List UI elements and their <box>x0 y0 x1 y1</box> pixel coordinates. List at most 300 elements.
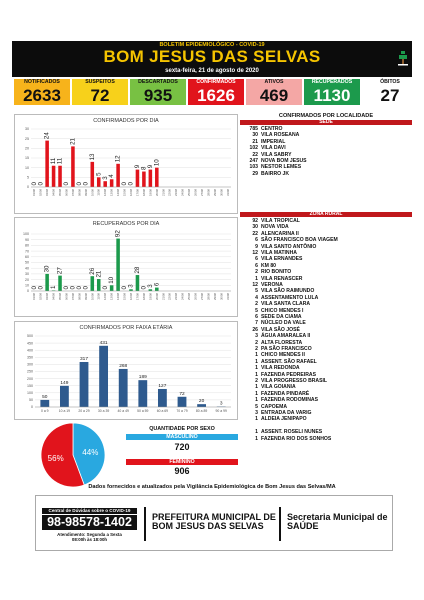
y-tick-label: 150 <box>27 383 33 388</box>
locality-name: NÚCLEO DA VALE <box>261 320 306 327</box>
data-label: 27 <box>56 267 64 275</box>
bar <box>91 276 95 291</box>
bar <box>80 362 89 407</box>
prefeitura-line1: PREFEITURA MUNICIPAL DE <box>152 512 276 522</box>
data-label: 4 <box>108 174 116 178</box>
sede-label: SEDE <box>240 120 412 125</box>
x-tick-label: 20/08 <box>154 293 159 300</box>
feminino-value: 906 <box>174 466 190 476</box>
stat-label: SUSPEITOS <box>85 79 115 85</box>
stat-value: 2633 <box>23 86 61 105</box>
x-tick-label: 28/08 <box>206 189 211 196</box>
data-label: 30 <box>43 265 51 273</box>
feminino-label: FEMININO <box>126 459 238 465</box>
phone-number[interactable]: 98-98578-1402 <box>42 515 137 530</box>
stat-box <box>130 79 186 105</box>
x-tick-label: 04/08 <box>51 293 56 300</box>
y-tick-label: 50 <box>29 398 33 403</box>
data-label: 21 <box>69 138 77 145</box>
data-label: 3 <box>146 284 154 288</box>
masculino-value: 720 <box>174 442 190 452</box>
data-label: 0 <box>30 182 38 186</box>
x-tick-label: 11/08 <box>96 189 101 196</box>
x-tick-label: 19/08 <box>148 293 153 300</box>
x-tick-label: 0 a 9 <box>41 409 49 413</box>
locality-name: VILA SANTA CLARA <box>261 301 311 308</box>
locality-name: VERONA <box>261 282 283 288</box>
chart-title: RECUPERADOS POR DIA <box>92 221 160 227</box>
locality-count: 92 <box>252 218 258 224</box>
y-tick-label: 40 <box>25 266 29 271</box>
bar <box>99 346 108 407</box>
locality-name: FAZENDA PEDREIRAS <box>261 371 316 378</box>
y-tick-label: 20 <box>25 146 29 151</box>
municipal-logo-icon <box>398 50 408 66</box>
x-tick-label: 06/08 <box>64 189 69 196</box>
locality-count: 21 <box>252 138 258 145</box>
locality-name: FAZENDA RODOMINAS <box>261 397 318 404</box>
x-tick-label: 17/08 <box>135 293 140 300</box>
bar <box>138 380 147 407</box>
bar <box>178 397 187 407</box>
bar <box>142 172 146 187</box>
data-label: 9 <box>146 164 154 169</box>
locality-count: 5 <box>255 307 258 314</box>
x-tick-label: 18/08 <box>141 189 146 196</box>
data-label: 0 <box>82 286 90 290</box>
x-tick-label: 23/08 <box>174 293 179 300</box>
x-tick-label: 27/08 <box>199 293 204 300</box>
locality-count: 1 <box>255 384 258 391</box>
data-label: 8 <box>140 166 148 171</box>
divider <box>279 507 281 541</box>
locality-name: NOVA BOM JESUS <box>261 158 307 164</box>
x-tick-label: 21/08 <box>161 189 166 196</box>
locality-name: VILA SÃO RAIMUNDO <box>261 288 315 295</box>
data-label: 0 <box>140 286 148 290</box>
stat-value: 469 <box>259 86 289 105</box>
data-label: 3 <box>101 176 109 180</box>
data-label: 149 <box>60 380 69 386</box>
locality-count: 1 <box>255 397 258 404</box>
chart-recuperados-dia <box>15 218 237 316</box>
data-label: 0 <box>30 286 38 290</box>
x-tick-label: 80 a 89 <box>195 409 208 413</box>
locality-name: FAZENDA PINDARÉ <box>261 390 310 397</box>
chart-confirmados-dia-panel <box>14 114 238 214</box>
data-label: 0 <box>101 286 109 290</box>
x-tick-label: 29/08 <box>212 293 217 300</box>
x-tick-label: 07/08 <box>70 293 75 300</box>
locality-count: 30 <box>252 132 258 139</box>
x-tick-label: 29/08 <box>212 189 217 196</box>
bar <box>110 285 114 291</box>
y-tick-label: 30 <box>25 127 29 132</box>
y-tick-label: 60 <box>25 255 29 259</box>
x-tick-label: 11/08 <box>96 293 101 300</box>
x-tick-label: 25/08 <box>187 293 192 300</box>
rural-label: ZONA RURAL <box>240 212 412 217</box>
locality-name: KM 80 <box>261 262 277 269</box>
locality-count: 4 <box>255 294 258 301</box>
stat-value: 935 <box>143 86 173 105</box>
y-tick-label: 100 <box>27 391 33 395</box>
stat-box <box>188 79 244 105</box>
locality-name: NOVA VIDA <box>261 224 289 231</box>
bar <box>40 400 49 407</box>
locality-name: CAPOEMA <box>261 403 288 410</box>
locality-count: 5 <box>255 403 258 410</box>
chart-sexo-pie <box>38 420 108 490</box>
data-label: 0 <box>75 182 83 186</box>
locality-name: VILA ERNANDES <box>261 256 303 263</box>
stat-label: ÓBITOS <box>380 79 400 85</box>
bar <box>136 170 140 187</box>
bar <box>97 279 101 291</box>
data-label: 3 <box>127 284 135 288</box>
locality-name: VILA PROGRESSO BRASIL <box>261 378 328 384</box>
data-label: 317 <box>79 356 89 362</box>
bar <box>119 369 128 407</box>
locality-name: IMPERIAL <box>261 138 286 145</box>
locality-name: FAZENDA RIO DOS SONHOS <box>261 435 332 442</box>
locality-count: 6 <box>255 237 258 244</box>
y-tick-label: 10 <box>25 283 29 288</box>
x-tick-label: 20/08 <box>154 189 159 196</box>
data-label: 6 <box>153 282 161 287</box>
y-tick-label: 10 <box>25 165 29 170</box>
locality-name: VILA ROSEANA <box>261 132 300 139</box>
x-tick-label: 16/08 <box>129 293 133 300</box>
x-tick-label: 22/08 <box>167 189 172 196</box>
masculino-label: MASCULINO <box>126 434 238 440</box>
locality-name: NESTOR LEMES <box>261 164 302 171</box>
data-label: 189 <box>138 375 147 381</box>
x-tick-label: 15/08 <box>122 189 127 196</box>
y-tick-label: 0 <box>31 405 33 410</box>
x-tick-label: 14/08 <box>116 189 121 196</box>
y-tick-label: 0 <box>27 185 29 190</box>
y-tick-label: 50 <box>25 260 29 265</box>
locality-name: VILA REDONDA <box>261 365 300 372</box>
locality-count: 247 <box>249 158 258 164</box>
page-title: BOM JESUS DAS SELVAS <box>103 47 321 66</box>
data-label: 21 <box>95 270 103 278</box>
bar <box>136 275 140 291</box>
pie-label: 56% <box>47 454 64 464</box>
x-tick-label: 12/08 <box>103 293 108 300</box>
locality-count: 1 <box>255 435 258 442</box>
stat-label: CONFIRMADOS <box>196 79 236 85</box>
data-label: 268 <box>119 363 128 369</box>
data-label: 24 <box>43 132 51 140</box>
locality-count: 12 <box>252 250 258 256</box>
x-tick-label: 14/08 <box>116 293 121 300</box>
x-tick-label: 26/08 <box>193 189 198 196</box>
locality-count: 3 <box>255 333 258 340</box>
bar <box>197 404 206 407</box>
y-tick-label: 300 <box>27 362 33 367</box>
x-tick-label: 27/08 <box>199 189 204 196</box>
x-tick-label: 07/08 <box>70 189 75 196</box>
locality-count: 29 <box>252 170 258 177</box>
chart-faixa-etaria <box>15 322 237 419</box>
locality-count: 22 <box>252 230 258 237</box>
locality-count: 1 <box>255 416 258 423</box>
x-tick-label: 21/08 <box>161 293 166 300</box>
y-tick-label: 350 <box>27 355 33 360</box>
locality-count: 6 <box>255 262 258 269</box>
locality-count: 785 <box>249 126 258 132</box>
locality-count: 2 <box>255 378 258 384</box>
locality-name: BAIRRO JK <box>261 170 290 177</box>
bar <box>149 289 153 291</box>
y-tick-label: 450 <box>27 341 33 346</box>
x-tick-label: 60 a 69 <box>156 409 169 413</box>
data-label: 0 <box>75 286 83 290</box>
bar <box>155 288 159 291</box>
x-tick-label: 90 a 99 <box>215 409 227 413</box>
data-label: 0 <box>69 286 77 290</box>
y-tick-label: 25 <box>25 136 29 141</box>
locality-name: CHICO MENDES II <box>261 352 305 359</box>
list-item <box>240 436 331 442</box>
x-tick-label: 04/08 <box>51 189 56 196</box>
data-label: 10 <box>153 159 161 167</box>
header-banner <box>12 41 412 77</box>
bar <box>91 162 95 187</box>
locality-count: 7 <box>255 320 258 327</box>
x-tick-label: 06/08 <box>64 293 69 300</box>
bar <box>110 179 114 187</box>
locality-count: 9 <box>255 243 258 250</box>
data-label: 11 <box>50 157 58 165</box>
bar <box>45 274 49 291</box>
x-tick-label: 01/08 <box>32 293 37 300</box>
bulletin-date: sexta-feira, 21 de agosto de 2020 <box>165 68 259 74</box>
bar <box>103 181 107 187</box>
locality-name: CHICO MENDES I <box>261 307 304 314</box>
data-label: 0 <box>121 286 129 290</box>
data-label: 5 <box>95 172 103 176</box>
x-tick-label: 03/08 <box>45 293 50 300</box>
stat-label: ATIVOS <box>264 79 284 85</box>
bar <box>155 168 159 187</box>
x-tick-label: 16/08 <box>129 189 133 196</box>
secretaria-line2: SAÚDE <box>287 521 319 531</box>
localidade-title: CONFIRMADOS POR LOCALIDADE <box>278 113 374 119</box>
sexo-title: QUANTIDADE POR SEXO <box>149 426 215 432</box>
data-label: 0 <box>127 182 135 186</box>
data-label: 431 <box>99 340 108 346</box>
locality-name: CENTRO <box>261 126 283 132</box>
locality-count: 2 <box>255 269 258 276</box>
y-tick-label: 400 <box>27 348 33 353</box>
locality-count: 30 <box>252 224 258 231</box>
y-tick-label: 250 <box>27 369 33 374</box>
y-tick-label: 30 <box>25 272 29 277</box>
chart-title: CONFIRMADOS POR FAIXA ETÁRIA <box>79 325 173 331</box>
x-tick-label: 19/08 <box>148 189 153 196</box>
locality-count: 22 <box>252 151 258 158</box>
x-tick-label: 12/08 <box>103 189 108 196</box>
bar <box>45 141 49 187</box>
x-tick-label: 70 a 79 <box>176 409 188 413</box>
bar <box>58 276 62 291</box>
atendimento-text: Atendimento: Segunda a Sexta <box>57 532 122 537</box>
bar <box>116 239 120 291</box>
chart-confirmados-dia <box>15 115 237 213</box>
locality-name: ALENCARINA II <box>261 230 299 237</box>
x-tick-label: 10/08 <box>90 189 95 196</box>
y-tick-label: 5 <box>27 175 29 180</box>
stat-box <box>14 79 70 105</box>
locality-count: 6 <box>255 256 258 263</box>
data-label: 0 <box>37 182 45 186</box>
stat-label: RECUPERADOS <box>311 79 353 85</box>
pie-label: 44% <box>82 447 99 457</box>
x-tick-label: 13/08 <box>109 293 114 300</box>
locality-count: 2 <box>255 339 258 346</box>
x-tick-label: 05/08 <box>58 293 63 300</box>
central-label: Central de Dúvidas sobre o COVID-19 <box>42 508 137 514</box>
x-tick-label: 10/08 <box>90 293 95 300</box>
data-label: 0 <box>63 286 71 290</box>
stat-value: 1130 <box>313 86 351 105</box>
x-tick-label: 01/08 <box>32 189 37 196</box>
bar <box>71 146 75 187</box>
data-label: 3 <box>219 401 223 407</box>
x-tick-label: 17/08 <box>135 189 140 196</box>
x-tick-label: 30 a 39 <box>97 409 110 413</box>
locality-count: 1 <box>255 371 258 378</box>
y-tick-label: 70 <box>25 249 29 254</box>
data-label: 13 <box>88 153 96 161</box>
locality-name: ASSENT. SÃO RAFAEL <box>261 358 317 365</box>
locality-name: SEDE DA CIAMA <box>261 314 302 320</box>
chart-faixa-etaria-panel <box>14 321 238 420</box>
y-tick-label: 90 <box>25 237 29 242</box>
bar <box>58 166 62 187</box>
x-tick-label: 24/08 <box>180 189 185 196</box>
data-label: 1 <box>50 285 58 289</box>
stat-box <box>72 79 128 105</box>
horario-text: 08:00h às 18:00h <box>71 537 108 542</box>
locality-name: VILA SANTO ANTÔNIO <box>261 243 317 250</box>
x-tick-label: 30/08 <box>219 293 224 300</box>
x-tick-label: 40 a 49 <box>117 409 129 413</box>
bar <box>97 177 101 187</box>
locality-name: PA SÃO FRANCISCO <box>261 346 312 352</box>
locality-name: VILA DAVI <box>261 145 286 152</box>
secretaria-line1: Secretaria Municipal de <box>287 512 388 522</box>
data-label: 0 <box>82 182 90 186</box>
locality-name: VILA GOIANIA <box>261 384 296 391</box>
bar <box>129 289 133 291</box>
locality-name: VILA TROPICAL <box>261 218 300 224</box>
y-tick-label: 500 <box>27 334 33 339</box>
bar <box>158 389 167 407</box>
x-tick-label: 22/08 <box>167 293 172 300</box>
x-tick-label: 25/08 <box>187 189 192 196</box>
y-tick-label: 15 <box>25 156 29 161</box>
x-tick-label: 09/08 <box>83 189 88 196</box>
data-label: 26 <box>88 267 96 275</box>
locality-count: 1 <box>255 390 258 397</box>
x-tick-label: 05/08 <box>58 189 63 196</box>
prefeitura-line2: BOM JESUS DAS SELVAS <box>152 521 264 531</box>
chart-recuperados-dia-panel <box>14 217 238 317</box>
locality-name: ALDEIA JENIPAPO <box>261 416 307 423</box>
data-label: 50 <box>42 394 48 400</box>
x-tick-label: 23/08 <box>174 189 179 196</box>
chart-title: CONFIRMADOS POR DIA <box>93 118 159 124</box>
locality-count: 26 <box>252 326 258 333</box>
locality-count: 1 <box>255 429 258 436</box>
x-tick-label: 28/08 <box>206 293 211 300</box>
locality-count: 103 <box>249 164 258 171</box>
data-label: 10 <box>108 276 116 284</box>
data-label: 11 <box>56 157 64 165</box>
locality-name: ÁGUA AMARALEA II <box>261 333 311 340</box>
footer-box <box>35 495 393 551</box>
x-tick-label: 26/08 <box>193 293 198 300</box>
locality-count: 5 <box>255 288 258 295</box>
x-tick-label: 09/08 <box>83 293 88 300</box>
locality-name: ASSENTAMENTO LULA <box>261 294 319 301</box>
stat-box <box>304 79 360 105</box>
y-tick-label: 0 <box>27 289 29 294</box>
data-source-note: Dados fornecidos e atualizados pela Vigilância Epidemiológica de Bom Jesus das Selvas/MA <box>88 484 336 490</box>
x-tick-label: 02/08 <box>38 293 43 300</box>
stat-value: 27 <box>380 86 400 105</box>
locality-name: VILA SABRY <box>261 151 292 158</box>
locality-name: ASSENT. ROSELI NUNES <box>261 429 323 436</box>
y-tick-label: 80 <box>25 243 29 248</box>
data-label: 9 <box>134 164 142 169</box>
y-tick-label: 100 <box>23 232 29 237</box>
stat-box <box>362 79 418 105</box>
data-label: 72 <box>179 391 185 397</box>
x-tick-label: 18/08 <box>141 293 146 300</box>
data-label: 12 <box>114 155 122 163</box>
divider <box>144 507 146 541</box>
bar <box>149 170 153 187</box>
locality-name: VILA MATINHA <box>261 250 297 256</box>
data-label: 127 <box>158 383 167 389</box>
bar <box>116 164 120 187</box>
y-tick-label: 20 <box>25 277 29 282</box>
x-tick-label: 20 a 29 <box>78 409 90 413</box>
data-label: 28 <box>134 266 142 274</box>
stat-box <box>246 79 302 105</box>
data-label: 20 <box>198 399 205 405</box>
data-label: 0 <box>63 182 71 186</box>
locality-count: 1 <box>255 352 258 359</box>
locality-count: 1 <box>255 365 258 372</box>
x-tick-label: 31/08 <box>225 189 230 196</box>
x-tick-label: 24/08 <box>180 293 185 300</box>
locality-name: SÃO FRANCISCO BOA VIAGEM <box>261 237 338 244</box>
y-tick-label: 200 <box>27 376 33 381</box>
locality-name: VILA SÃO JOSÉ <box>261 326 300 333</box>
data-label: 92 <box>114 230 122 238</box>
x-tick-label: 31/08 <box>225 293 230 300</box>
locality-count: 2 <box>255 301 258 308</box>
x-tick-label: 08/08 <box>77 293 82 300</box>
bar <box>60 386 69 407</box>
x-tick-label: 08/08 <box>77 189 82 196</box>
